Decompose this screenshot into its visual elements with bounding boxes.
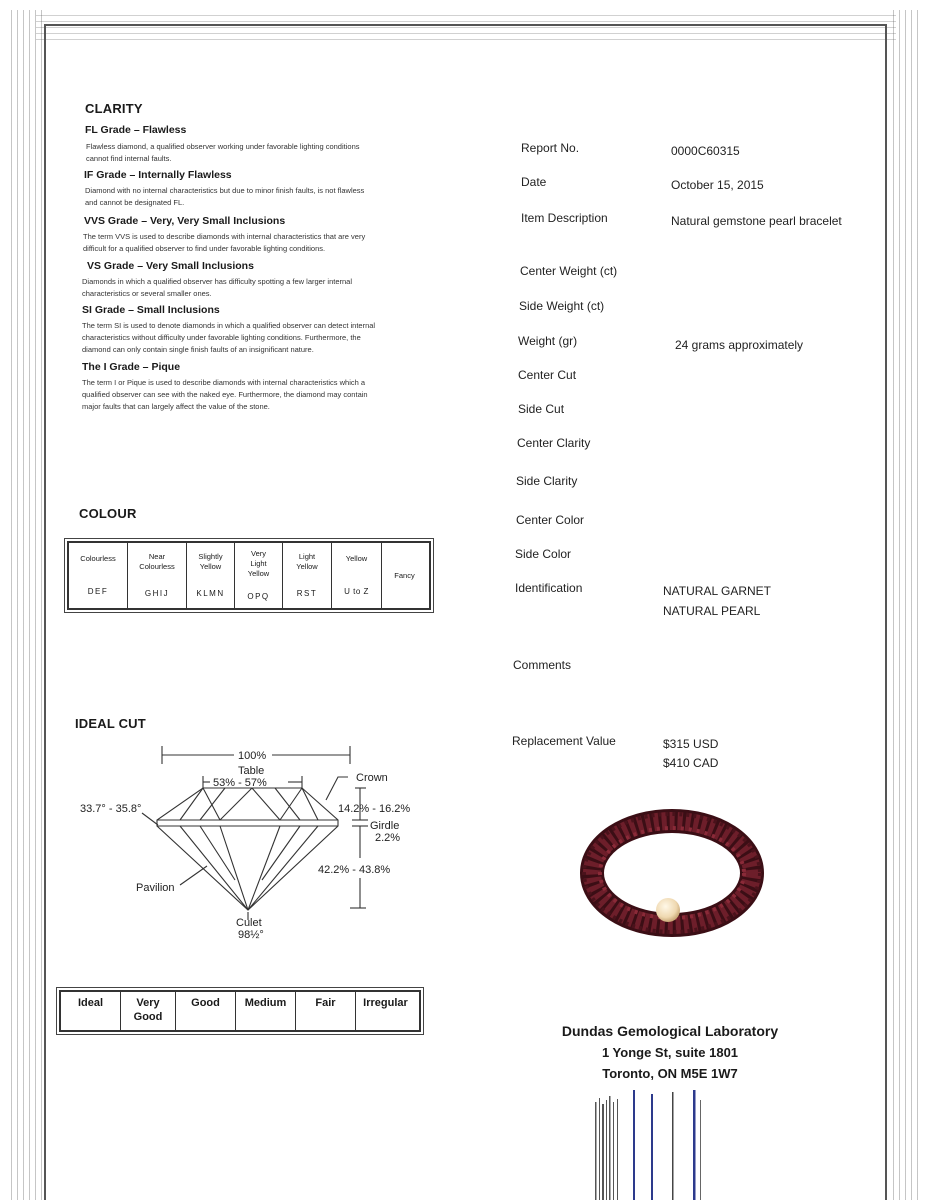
border-line [885, 24, 887, 1200]
label-identification: Identification [515, 581, 583, 595]
grade-si-desc [82, 320, 432, 356]
colour-cell [187, 543, 235, 608]
cut-cell [176, 992, 236, 1030]
desc-line: qualified observer can see with the naked eye. Furthermore, the diamond may contain [82, 390, 368, 399]
colour-name-line: Colourless [80, 554, 116, 564]
cut-grade-good: Good [191, 997, 220, 1009]
cut-grade-irregular: Irregular [363, 997, 408, 1009]
label-side-color: Side Color [515, 547, 572, 561]
label-culet: Culet [236, 917, 262, 929]
label-comments: Comments [513, 658, 572, 672]
value-report-no: 0000C60315 [671, 144, 740, 158]
cut-grade-very-good-2: Good [133, 1011, 163, 1023]
label-crown-height: 14.2% - 16.2% [338, 803, 411, 815]
desc-line: Diamonds in which a qualified observer has difficulty spotting a few larger internal [82, 277, 353, 286]
label-center-color: Center Color [516, 513, 585, 527]
label-table-range: 53% - 57% [213, 777, 267, 789]
label-center-clarity: Center Clarity [517, 436, 591, 450]
desc-line: major faults that can largely affect the value of the stone. [82, 402, 270, 411]
cut-grade-table [59, 990, 421, 1032]
label-side-weight: Side Weight (ct) [519, 299, 605, 313]
colour-name [80, 554, 115, 564]
label-pavilion-depth: 42.2% - 43.8% [318, 864, 391, 876]
desc-line: The term SI is used to denote diamonds in which a qualified observer can detect internal [82, 321, 376, 330]
cut-cell [121, 992, 176, 1030]
label-date: Date [521, 175, 547, 189]
colour-name [394, 571, 414, 581]
colour-name-line: Slightly [198, 551, 223, 561]
label-weight-gr: Weight (gr) [518, 334, 578, 348]
grade-vs-desc [82, 276, 432, 300]
grade-vvs-desc [83, 231, 433, 255]
value-identification-2: NATURAL PEARL [663, 604, 761, 618]
colour-cell [382, 543, 427, 608]
colour-cell [332, 543, 382, 608]
colour-name-line: Light [250, 559, 267, 569]
colour-code: U to Z [344, 586, 369, 596]
colour-cell [69, 543, 128, 608]
lab-address-line-2: Toronto, ON M5E 1W7 [602, 1066, 738, 1081]
label-report-no: Report No. [521, 141, 580, 155]
label-side-cut: Side Cut [518, 402, 565, 416]
grade-vs-title: VS Grade – Very Small Inclusions [87, 260, 254, 272]
label-culet-angle: 98½° [238, 929, 264, 941]
label-side-clarity: Side Clarity [516, 474, 578, 488]
desc-line: characteristics without difficulty under favorable lighting conditions. Furthermore, the [82, 333, 361, 342]
desc-line: and cannot be designated FL. [85, 198, 185, 207]
page-border-top [36, 12, 896, 40]
diamond-proportions-diagram [70, 740, 430, 945]
border-line [44, 24, 887, 26]
colour-cell [235, 543, 283, 608]
cut-grade-medium: Medium [244, 997, 287, 1009]
grade-i-title: The I Grade – Pique [82, 361, 181, 373]
label-girdle: Girdle [370, 820, 400, 832]
barcode-mark [593, 1090, 705, 1200]
border-line [44, 24, 46, 1200]
colour-name [198, 552, 222, 572]
label-crown: Crown [356, 772, 388, 784]
page-border-left [8, 10, 44, 1200]
colour-code: GHIJ [144, 589, 170, 599]
desc-line: The term I or Pique is used to describe diamonds with internal characteristics which a [82, 378, 366, 387]
lab-name: Dundas Gemological Laboratory [561, 1023, 779, 1039]
pearl [656, 898, 680, 922]
bracelet-photo [580, 808, 765, 938]
colour-scale-table [67, 541, 431, 610]
label-replacement-value: Replacement Value [512, 734, 616, 748]
colour-name [296, 552, 317, 572]
value-weight-gr: 24 grams approximately [675, 338, 804, 352]
label-center-cut: Center Cut [518, 368, 577, 382]
cut-cell [236, 992, 296, 1030]
desc-line: difficult for a qualified observer to find under favorable lighting conditions. [83, 244, 326, 253]
colour-name [346, 554, 367, 564]
desc-line: characteristics or several smaller ones. [82, 289, 212, 298]
desc-line: Flawless diamond, a qualified observer working under favorable lighting conditions [86, 142, 360, 151]
grade-i-desc [82, 377, 432, 413]
label-item-description: Item Description [521, 211, 608, 225]
grade-vvs-title: VVS Grade – Very, Very Small Inclusions [84, 215, 286, 227]
desc-line: cannot find internal faults. [86, 154, 172, 163]
colour-code: RST [296, 589, 318, 599]
cut-cell [296, 992, 356, 1030]
cut-cell [356, 992, 415, 1030]
colour-name-line: Yellow [247, 569, 270, 579]
grade-if-desc [85, 185, 435, 209]
colour-name-line: Very [250, 549, 266, 559]
label-girdle-value: 2.2% [375, 832, 401, 844]
colour-name [248, 549, 269, 579]
value-identification-1: NATURAL GARNET [663, 584, 772, 598]
colour-name-line: Light [298, 551, 316, 561]
value-item-description: Natural gemstone pearl bracelet [671, 214, 842, 228]
label-total-width: 100% [238, 750, 267, 762]
grade-fl-desc [86, 141, 436, 165]
colour-name-line: Near [148, 551, 166, 561]
colour-name-line: Yellow [296, 561, 318, 571]
cut-grade-very-good: Very [136, 997, 160, 1009]
colour-name-line: Yellow [199, 561, 222, 571]
colour-code: DEF [87, 586, 109, 596]
colour-cell [128, 543, 187, 608]
grade-si-title: SI Grade – Small Inclusions [82, 304, 220, 316]
value-date: October 15, 2015 [671, 178, 764, 192]
label-pavilion: Pavilion [136, 882, 175, 894]
cut-cell [61, 992, 121, 1030]
ideal-cut-title: IDEAL CUT [75, 716, 146, 731]
colour-code: KLMN [196, 589, 225, 599]
label-center-weight: Center Weight (ct) [520, 264, 618, 278]
grade-if-title: IF Grade – Internally Flawless [84, 169, 232, 181]
desc-line: The term VVS is used to describe diamonds with internal characteristics that are very [83, 232, 366, 241]
desc-line: diamond can only contain single finish faults of an insignificant nature. [82, 345, 314, 354]
grade-fl-title: FL Grade – Flawless [85, 124, 187, 136]
value-replacement-usd: $315 USD [663, 737, 719, 751]
value-replacement-cad: $410 CAD [663, 756, 719, 770]
desc-line: Diamond with no internal characteristics but due to minor finish faults, is not flawless [85, 186, 365, 195]
label-crown-angle: 33.7° - 35.8° [80, 803, 142, 815]
label-table: Table [238, 765, 265, 777]
lab-address-line-1: 1 Yonge St, suite 1801 [601, 1045, 739, 1060]
colour-title: COLOUR [79, 506, 137, 521]
clarity-title: CLARITY [85, 101, 143, 116]
colour-code: OPQ [247, 591, 270, 601]
cut-grade-fair: Fair [315, 997, 336, 1009]
colour-name-line: Colourless [139, 561, 175, 571]
colour-cell [283, 543, 332, 608]
page-border-right [890, 10, 922, 1200]
colour-name [139, 552, 174, 572]
cut-grade-ideal: Ideal [77, 997, 104, 1009]
colour-name-line: Yellow [345, 554, 368, 564]
colour-name-line: Fancy [394, 570, 415, 580]
